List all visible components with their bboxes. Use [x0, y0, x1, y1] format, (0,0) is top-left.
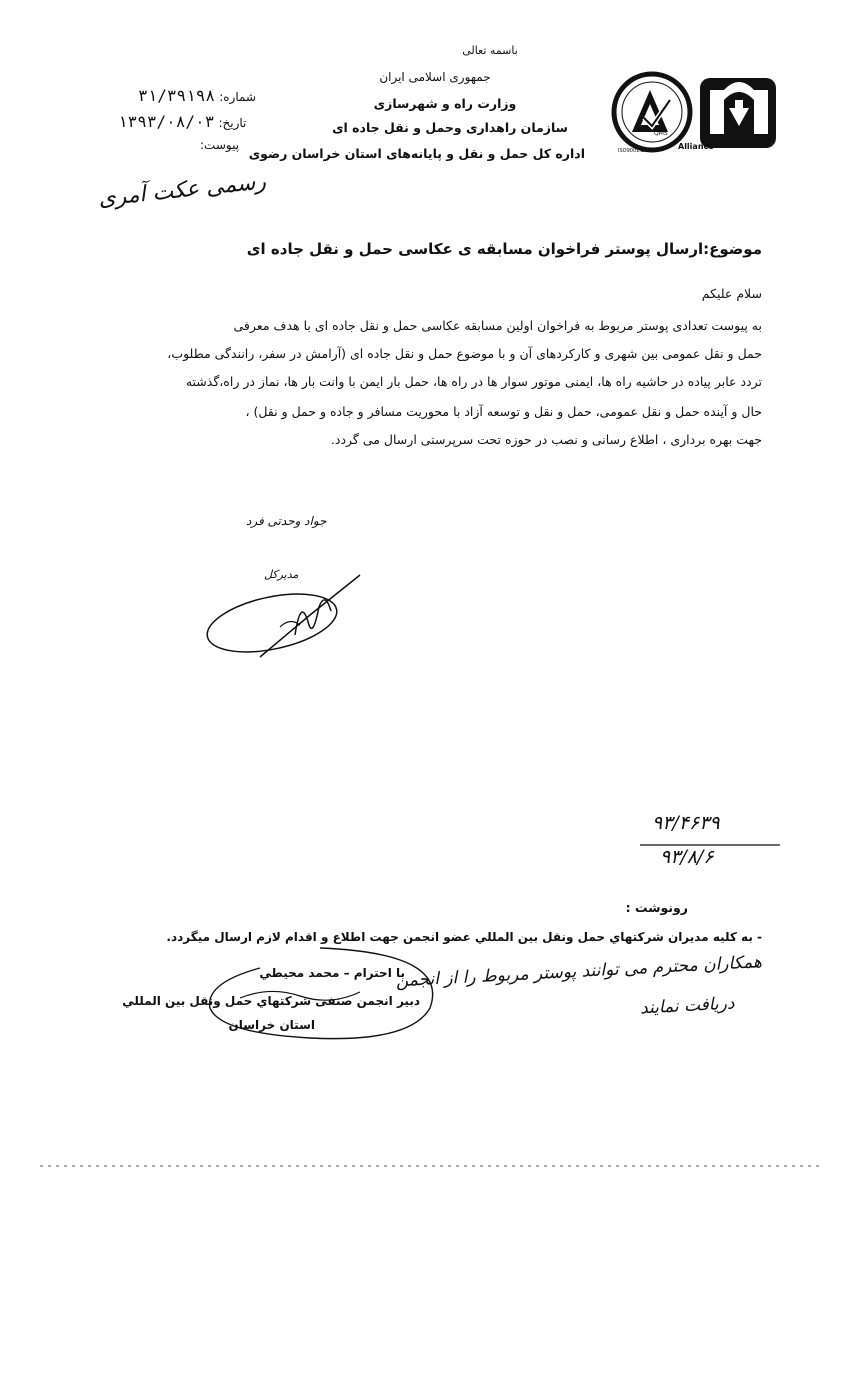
received-date: ۹۳/۸/۶ — [660, 846, 714, 868]
letter-greeting: سلام علیکم — [701, 286, 762, 301]
meta-attachment-label: پیوست: — [200, 138, 240, 152]
header-country: جمهوری اسلامی ایران — [379, 70, 491, 84]
body-line: به پیوست تعدادی پوستر مربوط به فراخوان اولین مسابقه عکاسی حمل و نقل جاده ای با هدف معرفی — [233, 318, 762, 333]
logo-qms-text: QMS — [654, 130, 668, 137]
body-line: حال و آینده حمل و نقل عمومی، حمل و نقل و توسعه آزاد با محوریت مسافر و جاده و حمل و نقل) ، — [245, 404, 762, 419]
logo — [610, 70, 782, 160]
header-bismillah: باسمه تعالی — [462, 44, 518, 57]
meta-attachment-row — [200, 138, 239, 153]
meta-date-label: تاریخ: — [218, 116, 247, 130]
logo-cert-text: Alliance — [678, 142, 714, 151]
bottom-divider — [40, 1164, 820, 1168]
letter-subject: موضوع:ارسال پوستر فراخوان مسابقه ی عکاسی حمل و نقل جاده ای — [246, 240, 762, 258]
signature-title: مدیرکل — [264, 568, 299, 581]
meta-number-label: شماره: — [219, 90, 256, 104]
cc-signature-loop — [200, 938, 460, 1048]
header-organization: سازمان راهداری وحمل و نقل جاده ای — [332, 120, 568, 135]
body-line: تردد عابر پیاده در حاشیه راه ها، ایمنی موتور سوار ها در راه ها، حمل بار ایمن با وانت بار ها، نماز در راه،گذشته — [185, 374, 762, 389]
meta-date-row — [118, 112, 246, 131]
header-department: اداره کل حمل و نقل و پایانه‌های استان خراسان رضوی — [248, 146, 585, 161]
body-line: حمل و نقل عمومی بین شهری و کارکردهای آن و با موضوع حمل و نقل جاده ای (آرامش در سفر، رانندگی مطلوب، — [167, 346, 762, 361]
cc-regards: با احترام – محمد محیطي — [259, 966, 405, 980]
handwritten-note-line: دریافت نمایند — [639, 993, 735, 1019]
logo-iso-text: ISO9001:2008 — [618, 148, 654, 154]
received-number: ۹۳/۴۶۳۹ — [652, 812, 720, 834]
meta-date-value: ۱۳۹۳/۰۸/۰۳ — [118, 112, 215, 131]
meta-number-row — [138, 86, 256, 105]
meta-number-value: ۳۱/۳۹۱۹۸ — [138, 86, 216, 105]
signature-scribble — [200, 565, 370, 665]
cc-province: استان خراسان — [228, 1018, 315, 1032]
cc-sender-title: دبیر انجمن صنفی شرکتهاي حمل ونقل بین المللي — [122, 994, 420, 1008]
body-line: جهت بهره برداری ، اطلاع رسانی و نصب در حوزه تحت سرپرستی ارسال می گردد. — [330, 432, 762, 447]
cc-heading: رونوشت : — [625, 900, 688, 915]
handwritten-note-line: همکاران محترم می توانند پوستر مربوط را از انجمن — [395, 952, 763, 992]
handwritten-annotation: رسمی عکت آمری — [97, 169, 268, 212]
cc-line: - به کلیه مدیران شرکتهاي حمل ونقل بین المللي عضو انجمن جهت اطلاع و اقدام لازم ارسال میگردد. — [166, 930, 762, 944]
header-ministry: وزارت راه و شهرسازی — [373, 96, 517, 111]
signature-name: جواد وحدتی فرد — [246, 514, 327, 528]
